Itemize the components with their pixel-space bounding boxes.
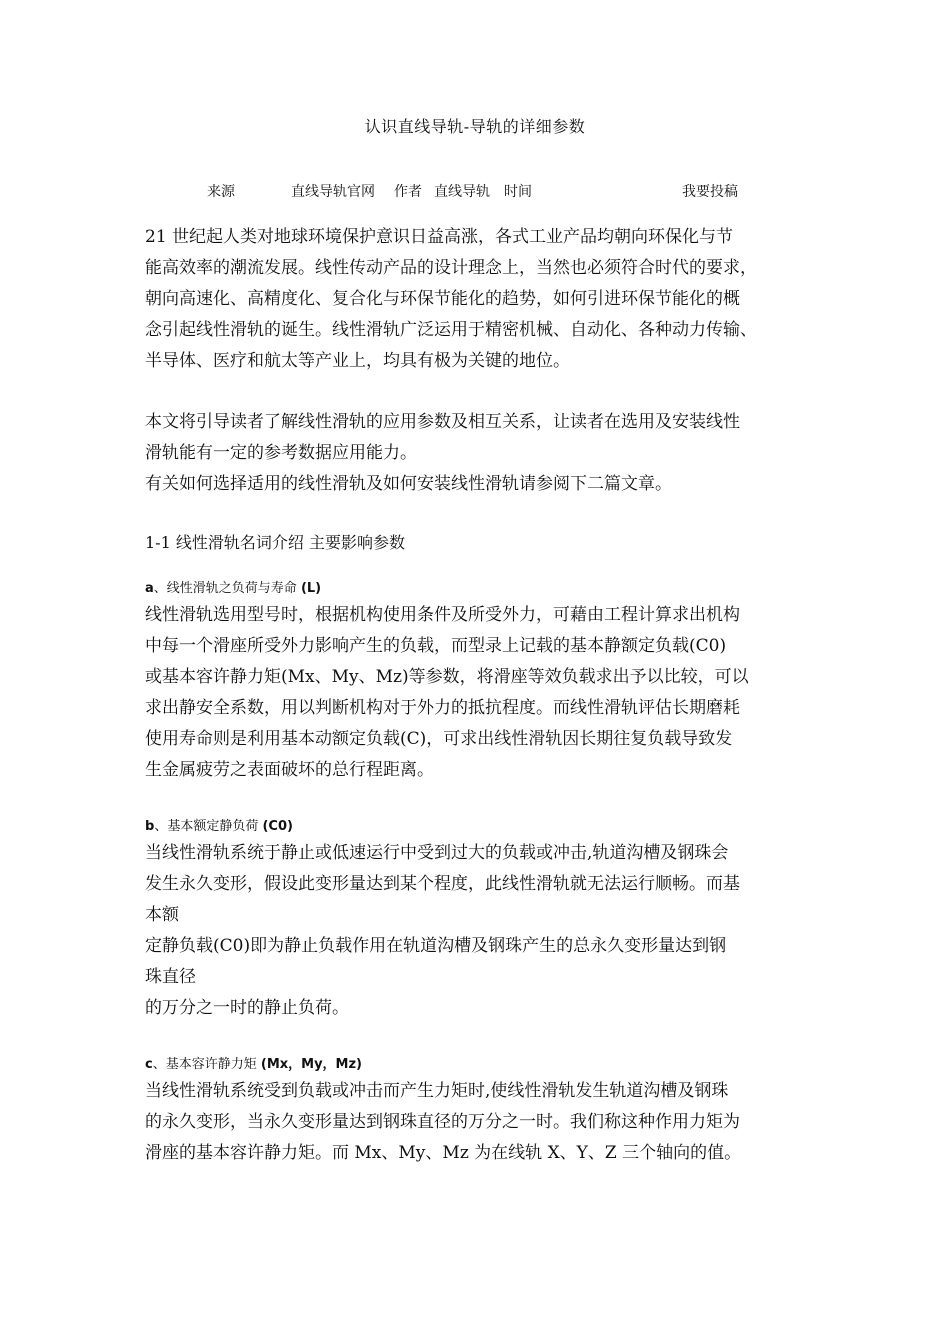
document-title: 认识直线导轨-导轨的详细参数 <box>364 117 586 136</box>
subsection-c-paragraph <box>145 1076 810 1169</box>
document-body <box>145 222 810 1169</box>
text-line: 生金属疲劳之表面破坏的总行程距离。 <box>145 760 434 780</box>
text-line: 半导体、医疗和航太等产业上，均具有极为关键的地位。 <box>145 351 570 371</box>
text-line: 有关如何选择适用的线性滑轨及如何安装线性滑轨请参阅下二篇文章。 <box>145 474 672 494</box>
purpose-paragraph <box>145 407 810 500</box>
text-line: 的万分之一时的静止负荷。 <box>145 998 349 1018</box>
subsection-letter: a <box>145 581 154 596</box>
text-line: 定静负载(C0)即为静止负载作用在轨道沟槽及钢珠产生的总永久变形量达到钢 <box>145 936 727 956</box>
subsection-symbol: (L) <box>300 581 322 596</box>
subsection-label: 、基本额定静负荷 <box>154 819 259 834</box>
text-line: 的永久变形，当永久变形量达到钢珠直径的万分之一时。我们称这种作用力矩为 <box>145 1112 740 1132</box>
text-line: 朝向高速化、高精度化、复合化与环保节能化的趋势，如何引进环保节能化的概 <box>145 289 740 309</box>
text-line: 本额 <box>145 905 179 925</box>
meta-time-label: 时间 <box>504 184 532 200</box>
subsection-letter: c <box>145 1057 153 1072</box>
text-line: 当线性滑轨系统于静止或低速运行中受到过大的负载或冲击,轨道沟槽及钢珠会 <box>145 843 729 863</box>
text-line: 发生永久变形，假设此变形量达到某个程度，此线性滑轨就无法运行顺畅。而基 <box>145 874 740 894</box>
subsection-a-heading <box>145 578 810 600</box>
subsection-symbol: (Mx，My，Mz) <box>260 1057 362 1072</box>
meta-author-label: 作者 <box>394 184 422 200</box>
text-line: 21 世纪起人类对地球环境保护意识日益高涨，各式工业产品均朝向环保化与节 <box>145 227 734 247</box>
subsection-a-paragraph <box>145 600 810 786</box>
meta-source-value: 直线导轨官网 <box>291 184 375 200</box>
meta-author-value: 直线导轨 <box>434 184 490 200</box>
text-line: 滑座的基本容许静力矩。而 Mx、My、Mz 为在线轨 X、Y、Z 三个轴向的值。 <box>145 1143 742 1163</box>
text-line: 本文将引导读者了解线性滑轨的应用参数及相互关系，让读者在选用及安装线性 <box>145 412 740 432</box>
intro-paragraph <box>145 222 810 377</box>
text-line: 滑轨能有一定的参考数据应用能力。 <box>145 443 417 463</box>
subsection-symbol: (C0) <box>262 819 293 834</box>
text-line: 珠直径 <box>145 967 196 987</box>
text-line: 能高效率的潮流发展。线性传动产品的设计理念上，当然也必须符合时代的要求， <box>145 258 757 278</box>
text-line: 中每一个滑座所受外力影响产生的负载，而型录上记载的基本静额定负载(C0) <box>145 636 727 656</box>
text-line: 当线性滑轨系统受到负载或冲击而产生力矩时,使线性滑轨发生轨道沟槽及钢珠 <box>145 1081 729 1101</box>
text-line: 或基本容许静力矩(Mx、My、Mz)等参数，将滑座等效负载求出予以比较，可以 <box>145 667 749 687</box>
subsection-letter: b <box>145 819 155 834</box>
meta-source-label: 来源 <box>207 184 235 200</box>
subsection-b-paragraph <box>145 838 810 1024</box>
submit-article-link[interactable]: 我要投稿 <box>682 184 738 200</box>
text-line: 求出静安全系数，用以判断机构对于外力的抵抗程度。而线性滑轨评估长期磨耗 <box>145 698 740 718</box>
subsection-label: 、线性滑轨之负荷与寿命 <box>153 581 297 596</box>
text-line: 念引起线性滑轨的诞生。线性滑轨广泛运用于精密机械、自动化、各种动力传输、 <box>145 320 757 340</box>
subsection-b-heading <box>145 816 810 838</box>
text-line: 线性滑轨选用型号时，根据机构使用条件及所受外力，可藉由工程计算求出机构 <box>145 605 740 625</box>
text-line: 使用寿命则是利用基本动额定负载(C)，可求出线性滑轨因长期往复负载导致发 <box>145 729 733 749</box>
section-heading: 1-1 线性滑轨名词介绍 主要影响参数 <box>145 533 405 552</box>
subsection-label: 、基本容许静力矩 <box>152 1057 257 1072</box>
subsection-c-heading <box>145 1054 810 1076</box>
